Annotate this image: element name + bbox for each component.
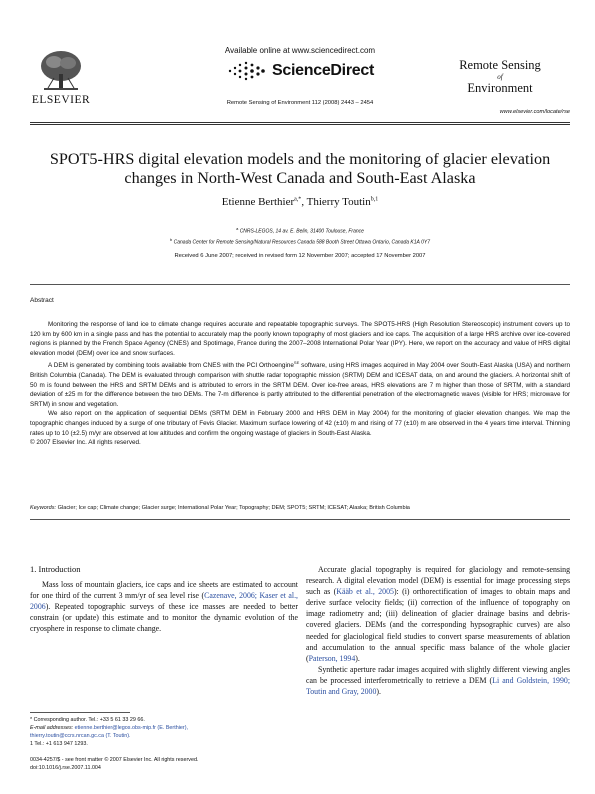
author-separator: , bbox=[301, 196, 307, 208]
article-title bbox=[30, 150, 570, 188]
sciencedirect-logo bbox=[190, 60, 410, 82]
footnote-mark: * bbox=[30, 717, 33, 723]
title-line2: changes in North-West Canada and South-East Alaska bbox=[124, 169, 476, 187]
footnote-phone bbox=[30, 741, 298, 748]
footnote-text: Corresponding author. Tel.: +33 5 61 33 29 66. bbox=[32, 717, 145, 723]
journal-logo bbox=[440, 58, 560, 96]
issn-line: 0034-4257/$ - see front matter © 2007 Elsevier Inc. All rights reserved. bbox=[30, 757, 199, 763]
body-text: Synthetic aperture radar images acquired with slightly different viewing angles can be processed interferometrically to retrieve a DEM ( bbox=[306, 664, 570, 685]
body-paragraph bbox=[30, 579, 298, 634]
received-dates: Received 6 June 2007; received in revised form 12 November 2007; accepted 17 November 2007 bbox=[174, 253, 426, 259]
abstract-heading: Abstract bbox=[30, 297, 54, 304]
elsevier-logo bbox=[30, 48, 92, 110]
affiliation-mark: a bbox=[236, 226, 239, 231]
footnote-label: E-mail addresses: bbox=[30, 725, 74, 731]
affiliation-mark: b bbox=[170, 237, 173, 242]
footnote-rule bbox=[30, 712, 130, 713]
abstract-text: software, using HRS images acquired in May 2004 over South-East Alaska (USA) and northern British Columbia (Canada). The DEM is evaluated through comparison with shuttle radar topographic mission (SRTM) DEM and ICESAT data, on and around the glaciers. A horizontal shift of 50 m is found between the HRS and SRTM DEMs and is attributed to errors in the SRTM DEM. Over ice-free areas, HRS elevations are 7 m higher than those of SRTM, with a standard deviation of ±25 m for the difference between the two DEMs. The 7-m difference is partly attributed to the differential penetration of the electromagnetic waves (visible for HRS; microwave for SRTM) in snow and vegetation. bbox=[30, 362, 570, 408]
abstract-body bbox=[30, 320, 570, 448]
trademark-sup: SE bbox=[293, 360, 300, 366]
footnote-emails bbox=[30, 725, 298, 732]
affiliation-a bbox=[30, 226, 570, 235]
abstract-rule-top bbox=[30, 284, 570, 285]
copyright: © 2007 Elsevier Inc. All rights reserved. bbox=[30, 439, 141, 447]
title-line1: SPOT5-HRS digital elevation models and the monitoring of glacier elevation bbox=[49, 150, 551, 168]
footnote-text: Tel.: +1 613 947 1293. bbox=[33, 741, 88, 747]
affiliation-text: Canada Center for Remote Sensing/Natural Resources Canada 588 Booth Street Ottawa Ontario, Canada K1A 0Y7 bbox=[173, 239, 430, 246]
journal-name-line2: of bbox=[497, 73, 503, 81]
citation-link[interactable]: Cazenave, 2006; Kaser et al., 2006 bbox=[30, 591, 298, 612]
citation-link[interactable]: Li and Goldstein, 1990; Toutin and Gray, 2000 bbox=[306, 675, 570, 697]
sciencedirect-mark-icon bbox=[226, 60, 266, 82]
body-text: ). Repeated topographic surveys of these ice masses are needed to better constrain (or update) this estimate and to monitor the dynamic evolution of the cryosphere in response to climate change. bbox=[30, 602, 298, 634]
journal-citation: Remote Sensing of Environment 112 (2008) 2443 – 2454 bbox=[226, 100, 374, 106]
author-name: Thierry Toutin bbox=[306, 196, 371, 208]
platform-name: ScienceDirect bbox=[272, 62, 374, 79]
publisher-name: ELSEVIER bbox=[31, 94, 91, 106]
footnote-mark: 1 bbox=[30, 741, 33, 747]
author-affil-mark[interactable]: b,1 bbox=[370, 196, 379, 203]
keywords-rule bbox=[30, 519, 570, 520]
footnote-email-2 bbox=[30, 733, 298, 740]
author-name: Etienne Berthier bbox=[221, 196, 295, 208]
author-list bbox=[30, 196, 570, 208]
header-rule bbox=[30, 122, 570, 123]
citation-link[interactable]: Paterson, 1994 bbox=[308, 653, 356, 663]
body-paragraph bbox=[306, 564, 570, 664]
journal-name-line1: Remote Sensing bbox=[459, 58, 541, 72]
email-link[interactable]: etienne.berthier@legos.obs-mip.fr (E. Berthier), bbox=[73, 725, 188, 731]
body-text: ). bbox=[355, 653, 360, 663]
abstract-paragraph: We also report on the application of sequential DEMs (SRTM DEM in February 2000 and HRS DEM in May 2004) for the monitoring of glacier elevation changes. We map the topographic changes induced by a surge of one tributary of Fevis Glacier. Maximum surface lowering of 42 (±10) m and rising of 77 (±10) m are observed in the 4 years time interval. Thinning rates up to 10 (±2.5) m/yr are observed at low altitudes and confirm the ongoing wastage of glaciers in South-East Alaska. bbox=[30, 410, 570, 437]
keywords-list: Glacier; Ice cap; Climate change; Glacier surge; International Polar Year; Topography; DEM; SPOT5; SRTM; ICESAT; Alaska; British Columbia bbox=[57, 505, 410, 511]
keywords-label: Keywords: bbox=[30, 505, 58, 511]
elsevier-tree-logo-icon bbox=[36, 48, 86, 92]
header-rule-second bbox=[30, 124, 570, 125]
abstract-text: A DEM is generated by combining tools available from CNES with the PCI Orthoengine bbox=[48, 362, 294, 370]
author-affil-mark[interactable]: a,* bbox=[294, 196, 302, 203]
right-column bbox=[306, 564, 570, 697]
body-text: Mass loss of mountain glaciers, ice caps and ice sheets are estimated to account for one third of the current 3 mm/yr of sea level rise ( bbox=[30, 580, 298, 601]
email-link[interactable]: thierry.toutin@ccrs.nrcan.gc.ca (T. Toutin). bbox=[30, 733, 131, 739]
keywords bbox=[30, 505, 570, 511]
citation-link[interactable]: Kääb et al., 2005 bbox=[336, 587, 394, 597]
body-text: Accurate glacial topography is required for glaciology and remote-sensing research. A digital elevation model (DEM) is essential for image processing steps such as ( bbox=[306, 565, 570, 597]
doi-link[interactable]: doi:10.1016/j.rse.2007.11.004 bbox=[30, 765, 101, 771]
affiliation-text: CNRS-LEGOS, 14 av. E. Belin, 31400 Toulouse, France bbox=[239, 228, 364, 235]
body-text: ). bbox=[376, 687, 381, 697]
affiliation-b bbox=[30, 237, 570, 246]
section-heading: 1. Introduction bbox=[30, 564, 81, 574]
journal-url[interactable]: www.elsevier.com/locate/rse bbox=[499, 109, 570, 115]
left-column bbox=[30, 579, 298, 634]
abstract-paragraph: Monitoring the response of land ice to climate change requires accurate and repeatable topographic surveys. The SPOT5-HRS (High Resolution Stereoscopic) instrument covers up to 120 km by 600 km in a single pass and has the potential to accurately map the poorly known topography of most glaciers and ice caps. The acquisition of a large HRS archive over ice-covered regions is planned by the French Space Agency (CNES) and Spotimage, France during the 2007–2008 International Polar Year (IPY). Here, we report on the accuracy and value of HRS digital elevation model (DEM) over ice and snow surfaces. bbox=[30, 321, 570, 357]
body-paragraph bbox=[306, 664, 570, 697]
available-online: Available online at www.sciencedirect.com bbox=[224, 46, 376, 55]
footnote-corresponding bbox=[30, 717, 298, 724]
abstract-paragraph bbox=[30, 358, 570, 409]
journal-name-line3: Environment bbox=[467, 81, 533, 95]
body-text: ): (i) orthorectification of images to obtain maps and derive surface velocity fields; (ii) correction of the influence of topography on image radiometry and; (iii) delineation of glacier drainage basins and debris-covered glaciers. DEMs (and the corresponding hypsographic curves) are also needed for glaciological field studies to convert sparse measurements of ablation and accumulation to the annual specific mass balance of the whole glacier ( bbox=[306, 587, 570, 663]
